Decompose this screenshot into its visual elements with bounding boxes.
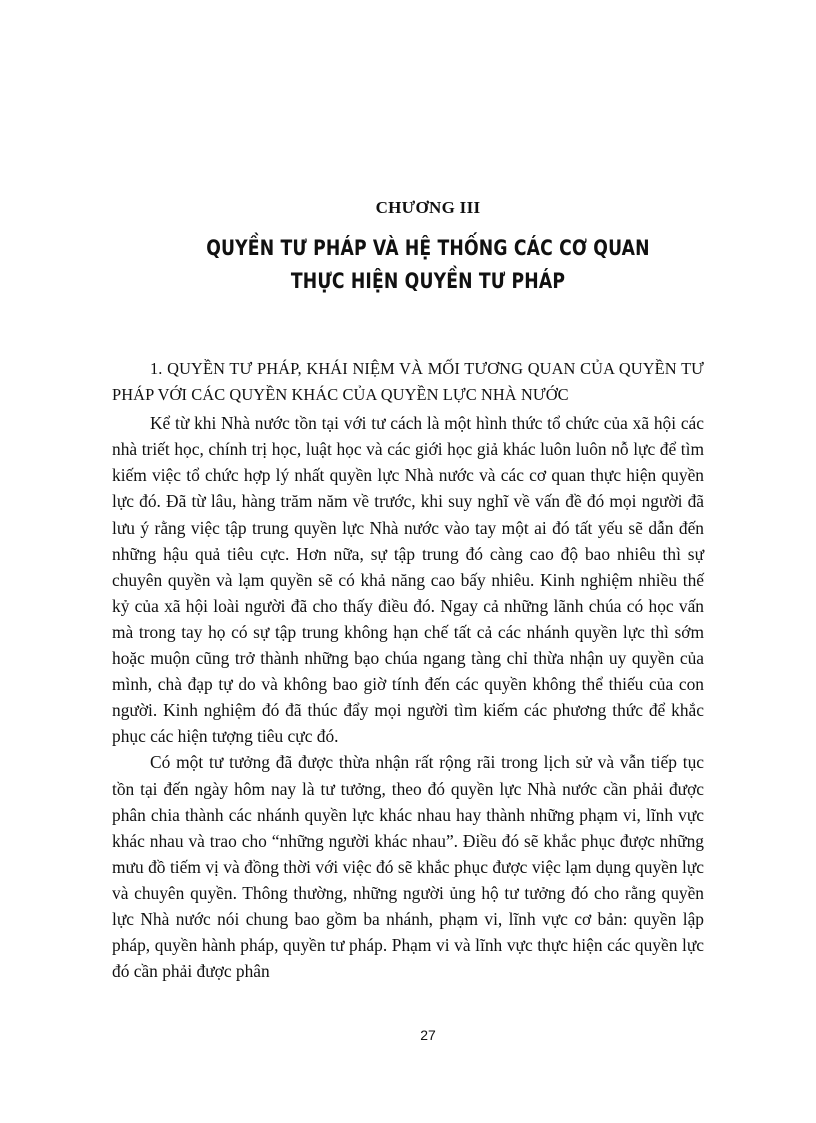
chapter-label: CHƯƠNG III <box>375 198 481 217</box>
body-paragraph-2: Có một tư tưởng đã được thừa nhận rất rộng rãi trong lịch sử và vẫn tiếp tục tồn tại đến ngày hôm nay là tư tưởng, theo đó quyền lực Nhà nước cần phải được phân chia thành các nhánh quyền lực khác nhau hay thành những phạm vi, lĩnh vực khác nhau và trao cho “những người khác nhau”. Điều đó sẽ khắc phục được những mưu đồ tiếm vị và đồng thời với việc đó sẽ khắc phục được việc lạm dụng quyền lực và chuyên quyền. Thông thường, những người ủng hộ tư tưởng đó cho rằng quyền lực Nhà nước nói chung bao gồm ba nhánh, phạm vi, lĩnh vực cơ bản: quyền lập pháp, quyền hành pháp, quyền tư pháp. Phạm vi và lĩnh vực thực hiện các quyền lực đó cần phải được phân <box>112 752 704 982</box>
chapter-title <box>77 232 779 298</box>
page-number: 27 <box>420 1027 436 1043</box>
section-heading: 1. QUYỀN TƯ PHÁP, KHÁI NIỆM VÀ MỐI TƯƠNG QUAN CỦA QUYỀN TƯ PHÁP VỚI CÁC QUYỀN KHÁC CỦA QUYỀN LỰC NHÀ NƯỚC <box>112 359 704 405</box>
body-paragraph-1: Kể từ khi Nhà nước tồn tại với tư cách là một hình thức tổ chức của xã hội các nhà triết học, chính trị học, luật học và các giới học giả khác luôn luôn nỗ lực để tìm kiếm việc tổ chức hợp lý nhất quyền lực Nhà nước và các cơ quan thực hiện quyền lực đó. Đã từ lâu, hàng trăm năm về trước, khi suy nghĩ về vấn đề đó mọi người đã lưu ý rằng việc tập trung quyền lực Nhà nước vào tay một ai đó tất yếu sẽ dẫn đến những hậu quả tiêu cực. Hơn nữa, sự tập trung đó càng cao độ bao nhiêu thì sự chuyên quyền và lạm quyền sẽ có khả năng cao bấy nhiêu. Kinh nghiệm nhiều thế kỷ của xã hội loài người đã cho thấy điều đó. Ngay cả những lãnh chúa có học vấn mà trong tay họ có sự tập trung không hạn chế tất cả các nhánh quyền lực thì sớm hoặc muộn cũng trở thành những bạo chúa ngang tàng chỉ thừa nhận uy quyền của mình, chà đạp tự do và không bao giờ tính đến các quyền không thể thiếu của con người. Kinh nghiệm đó đã thúc đẩy mọi người tìm kiếm các phương thức để khắc phục các hiện tượng tiêu cực đó. <box>112 413 704 747</box>
chapter-title-line-1: QUYỀN TƯ PHÁP VÀ HỆ THỐNG CÁC CƠ QUAN <box>206 236 650 260</box>
chapter-title-line-2: THỰC HIỆN QUYỀN TƯ PHÁP <box>290 269 566 293</box>
page-body <box>112 356 704 984</box>
